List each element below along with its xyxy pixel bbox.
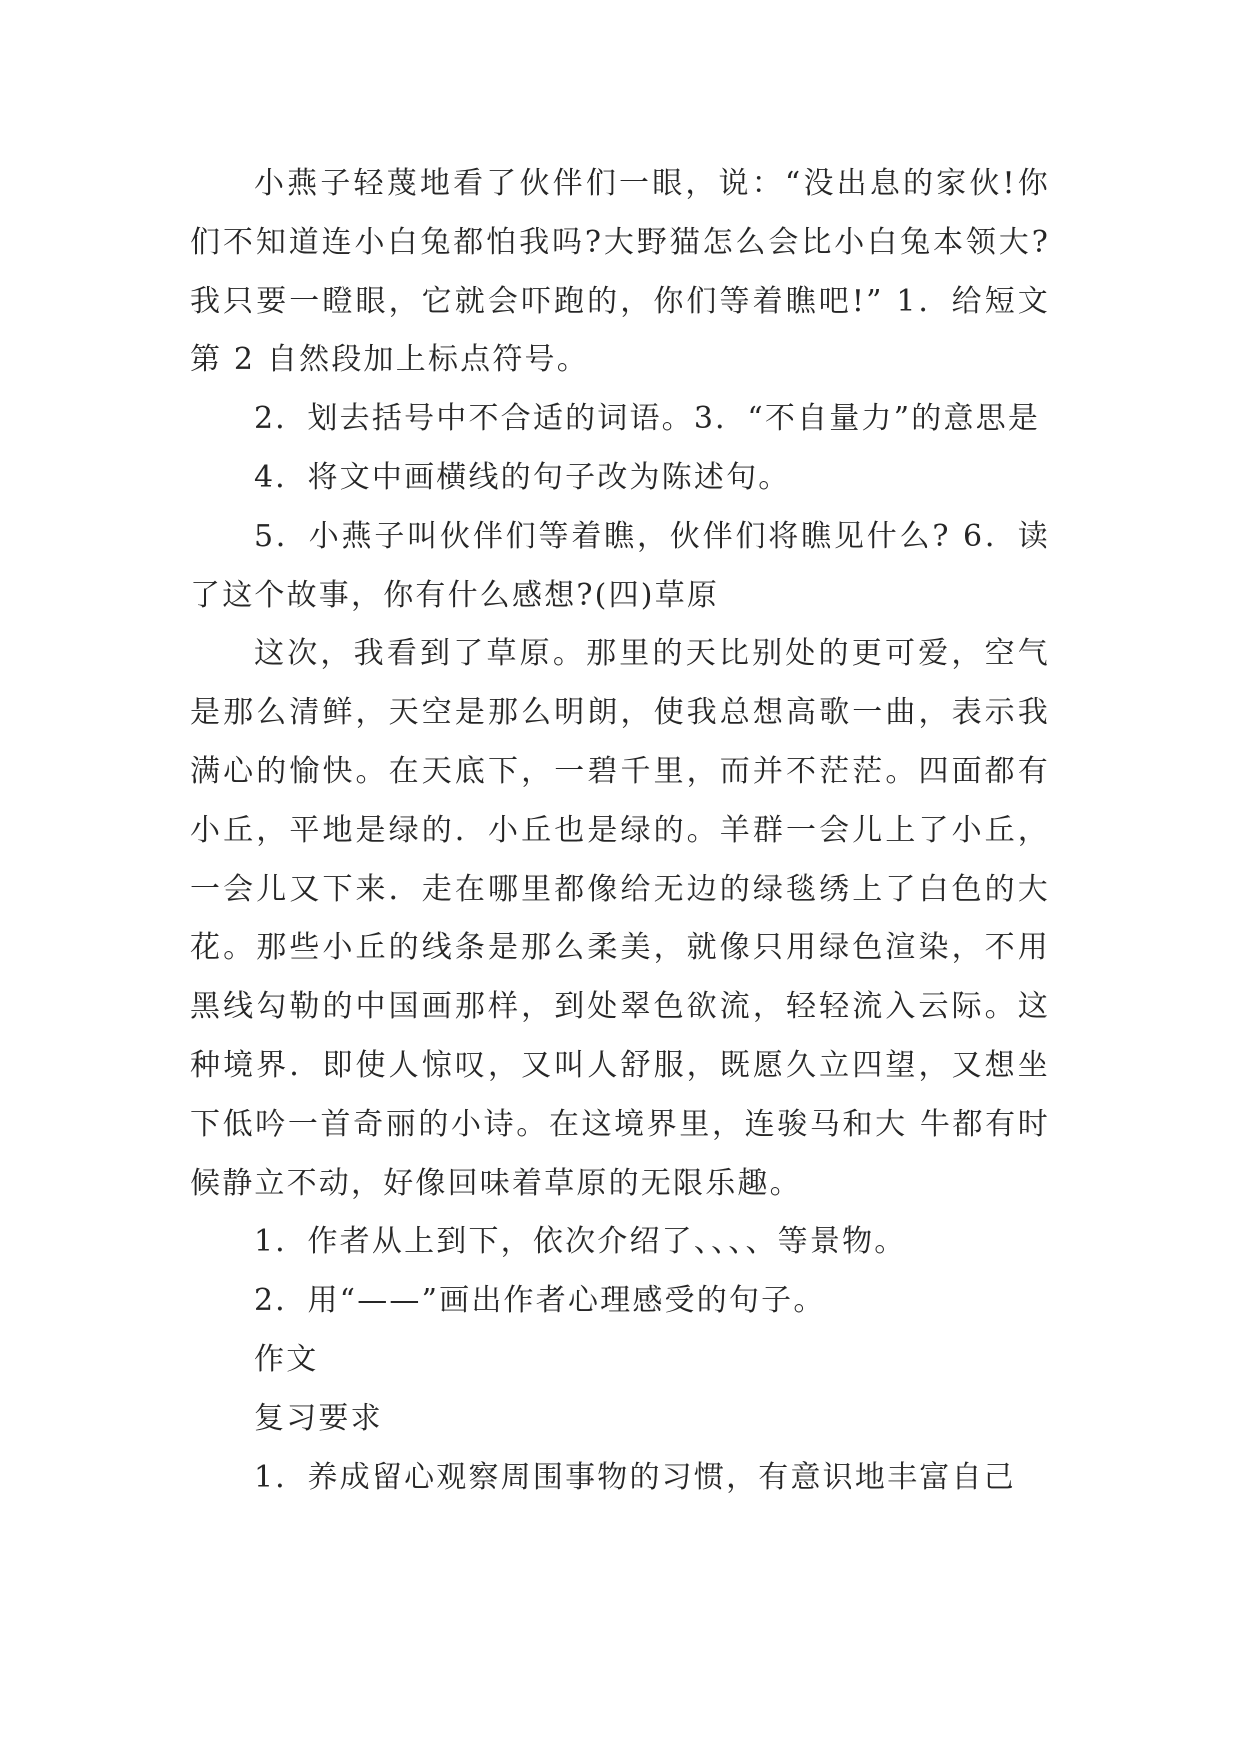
story-paragraph-grassland: 这次，我看到了草原。那里的天比别处的更可爱，空气是那么清鲜，天空是那么明朗，使我总想高歌一曲，表示我满心的愉快。在天底下，一碧千里，而并不茫茫。四面都有小丘，平地是绿的．小丘也是绿的。羊群一会儿上了小丘，一会儿又下来．走在哪里都像给无边的绿毯绣上了白色的大花。那些小丘的线条是那么柔美，就像只用绿色渲染，不用黑线勾勒的中国画那样，到处翠色欲流，轻轻流入云际。这种境界．即使人惊叹，又叫人舒服，既愿久立四望，又想坐下低吟一首奇丽的小诗。在这境界里，连骏马和大 牛都有时候静立不动，好像回味着草原的无限乐趣。 (190, 636, 1050, 1201)
section-heading-review-requirements: 复习要求 (254, 1400, 383, 1436)
requirement-1: 1．养成留心观察周围事物的习惯，有意识地丰富自己 (254, 1459, 1016, 1495)
grassland-question-1: 1．作者从上到下，依次介绍了、、、、等景物。 (254, 1224, 907, 1260)
question-2-3: 2．划去括号中不合适的词语。3．“不自量力”的意思是 (254, 401, 1041, 437)
grassland-question-2: 2．用“——”画出作者心理感受的句子。 (254, 1283, 826, 1319)
document-page (190, 155, 1050, 1507)
question-4: 4．将文中画横线的句子改为陈述句。 (254, 459, 791, 495)
section-heading-composition: 作文 (254, 1341, 319, 1377)
story-paragraph-swallow: 小燕子轻蔑地看了伙伴们一眼，说：“没出息的家伙!你们不知道连小白兔都怕我吗?大野猫怎么会比小白兔本领大?我只要一瞪眼，它就会吓跑的，你们等着瞧吧!” 1．给短文第 2 自然段加上标点符号。 (190, 166, 1050, 378)
question-5-6: 5．小燕子叫伙伴们等着瞧，伙伴们将瞧见什么? 6．读了这个故事，你有什么感想?(四)草原 (190, 518, 1050, 613)
